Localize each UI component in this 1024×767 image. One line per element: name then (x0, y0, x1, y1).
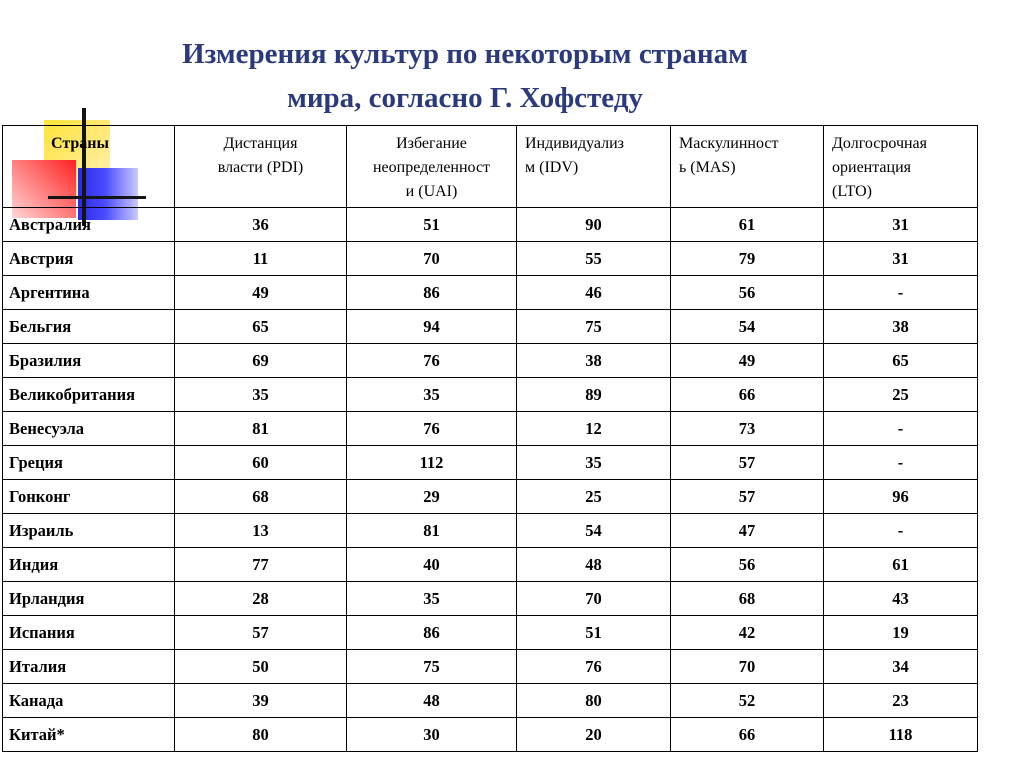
mas-cell: 47 (671, 514, 824, 548)
uai-cell: 51 (347, 208, 517, 242)
idv-cell: 48 (517, 548, 671, 582)
pdi-cell: 80 (175, 718, 347, 752)
country-cell: Бельгия (3, 310, 175, 344)
hofstede-dimensions-table (2, 125, 978, 752)
header-idv (517, 126, 671, 208)
country-cell: Австрия (3, 242, 175, 276)
mas-cell: 70 (671, 650, 824, 684)
country-cell: Италия (3, 650, 175, 684)
country-cell: Испания (3, 616, 175, 650)
header-lto-line: (LTO) (832, 183, 872, 200)
mas-cell: 73 (671, 412, 824, 446)
country-cell: Канада (3, 684, 175, 718)
mas-cell: 66 (671, 378, 824, 412)
mas-cell: 79 (671, 242, 824, 276)
idv-cell: 70 (517, 582, 671, 616)
lto-cell: 38 (824, 310, 978, 344)
country-cell: Индия (3, 548, 175, 582)
idv-cell: 35 (517, 446, 671, 480)
idv-cell: 80 (517, 684, 671, 718)
slide-title-line-2: мира, согласно Г. Хофстеду (287, 82, 643, 114)
idv-cell: 25 (517, 480, 671, 514)
uai-cell: 35 (347, 582, 517, 616)
table-row (3, 514, 978, 548)
mas-cell: 56 (671, 276, 824, 310)
uai-cell: 48 (347, 684, 517, 718)
country-cell: Китай* (3, 718, 175, 752)
lto-cell: 61 (824, 548, 978, 582)
table-row (3, 344, 978, 378)
uai-cell: 81 (347, 514, 517, 548)
idv-cell: 51 (517, 616, 671, 650)
pdi-cell: 36 (175, 208, 347, 242)
lto-cell: - (824, 412, 978, 446)
pdi-cell: 49 (175, 276, 347, 310)
lto-cell: - (824, 514, 978, 548)
pdi-cell: 11 (175, 242, 347, 276)
uai-cell: 112 (347, 446, 517, 480)
country-cell: Израиль (3, 514, 175, 548)
pdi-cell: 65 (175, 310, 347, 344)
country-cell: Ирландия (3, 582, 175, 616)
lto-cell: - (824, 276, 978, 310)
table-row (3, 616, 978, 650)
idv-cell: 90 (517, 208, 671, 242)
pdi-cell: 77 (175, 548, 347, 582)
table-header-row (3, 126, 978, 208)
lto-cell: 65 (824, 344, 978, 378)
header-pdi (175, 126, 347, 208)
lto-cell: 19 (824, 616, 978, 650)
header-countries: Страны (3, 126, 175, 208)
uai-cell: 86 (347, 616, 517, 650)
table-row (3, 548, 978, 582)
mas-cell: 57 (671, 480, 824, 514)
pdi-cell: 50 (175, 650, 347, 684)
lto-cell: 118 (824, 718, 978, 752)
pdi-cell: 68 (175, 480, 347, 514)
idv-cell: 89 (517, 378, 671, 412)
idv-cell: 55 (517, 242, 671, 276)
mas-cell: 61 (671, 208, 824, 242)
pdi-cell: 13 (175, 514, 347, 548)
pdi-cell: 57 (175, 616, 347, 650)
uai-cell: 76 (347, 412, 517, 446)
header-idv-line: Индивидуализ (525, 135, 624, 152)
uai-cell: 70 (347, 242, 517, 276)
mas-cell: 66 (671, 718, 824, 752)
table-row (3, 684, 978, 718)
uai-cell: 75 (347, 650, 517, 684)
pdi-cell: 81 (175, 412, 347, 446)
header-uai-line: неопределенност (372, 159, 491, 176)
table-row (3, 446, 978, 480)
uai-cell: 86 (347, 276, 517, 310)
table-row (3, 310, 978, 344)
table-row (3, 242, 978, 276)
header-mas (671, 126, 824, 208)
country-cell: Великобритания (3, 378, 175, 412)
header-lto-line: Долгосрочная (832, 135, 928, 152)
header-pdi-line: власти (PDI) (217, 159, 304, 176)
slide-title-line-1: Измерения культур по некоторым странам (182, 38, 748, 70)
country-cell: Греция (3, 446, 175, 480)
country-cell: Венесуэла (3, 412, 175, 446)
table-row (3, 718, 978, 752)
idv-cell: 54 (517, 514, 671, 548)
slide-title (0, 32, 930, 120)
country-cell: Австралия (3, 208, 175, 242)
header-lto (824, 126, 978, 208)
uai-cell: 35 (347, 378, 517, 412)
mas-cell: 54 (671, 310, 824, 344)
country-cell: Гонконг (3, 480, 175, 514)
mas-cell: 68 (671, 582, 824, 616)
uai-cell: 29 (347, 480, 517, 514)
table-row (3, 276, 978, 310)
idv-cell: 46 (517, 276, 671, 310)
uai-cell: 40 (347, 548, 517, 582)
lto-cell: 25 (824, 378, 978, 412)
uai-cell: 76 (347, 344, 517, 378)
lto-cell: 31 (824, 208, 978, 242)
table-row (3, 480, 978, 514)
table-row (3, 650, 978, 684)
mas-cell: 56 (671, 548, 824, 582)
header-mas-line: Маскулинност (679, 135, 779, 152)
header-uai-line: и (UAI) (405, 183, 458, 200)
idv-cell: 38 (517, 344, 671, 378)
header-lto-line: ориентация (832, 159, 911, 176)
country-cell: Аргентина (3, 276, 175, 310)
table-row (3, 208, 978, 242)
table-row (3, 412, 978, 446)
mas-cell: 52 (671, 684, 824, 718)
header-uai-line: Избегание (396, 135, 467, 152)
idv-cell: 20 (517, 718, 671, 752)
pdi-cell: 35 (175, 378, 347, 412)
mas-cell: 49 (671, 344, 824, 378)
table-row (3, 582, 978, 616)
table-row (3, 378, 978, 412)
uai-cell: 94 (347, 310, 517, 344)
pdi-cell: 69 (175, 344, 347, 378)
country-cell: Бразилия (3, 344, 175, 378)
lto-cell: 34 (824, 650, 978, 684)
idv-cell: 12 (517, 412, 671, 446)
lto-cell: 96 (824, 480, 978, 514)
table-body (3, 208, 978, 752)
lto-cell: 31 (824, 242, 978, 276)
mas-cell: 57 (671, 446, 824, 480)
pdi-cell: 39 (175, 684, 347, 718)
mas-cell: 42 (671, 616, 824, 650)
lto-cell: 23 (824, 684, 978, 718)
pdi-cell: 60 (175, 446, 347, 480)
header-mas-line: ь (MAS) (679, 159, 736, 176)
header-idv-line: м (IDV) (525, 159, 579, 176)
header-uai (347, 126, 517, 208)
pdi-cell: 28 (175, 582, 347, 616)
idv-cell: 75 (517, 310, 671, 344)
header-pdi-line: Дистанция (223, 135, 298, 152)
uai-cell: 30 (347, 718, 517, 752)
idv-cell: 76 (517, 650, 671, 684)
lto-cell: 43 (824, 582, 978, 616)
lto-cell: - (824, 446, 978, 480)
